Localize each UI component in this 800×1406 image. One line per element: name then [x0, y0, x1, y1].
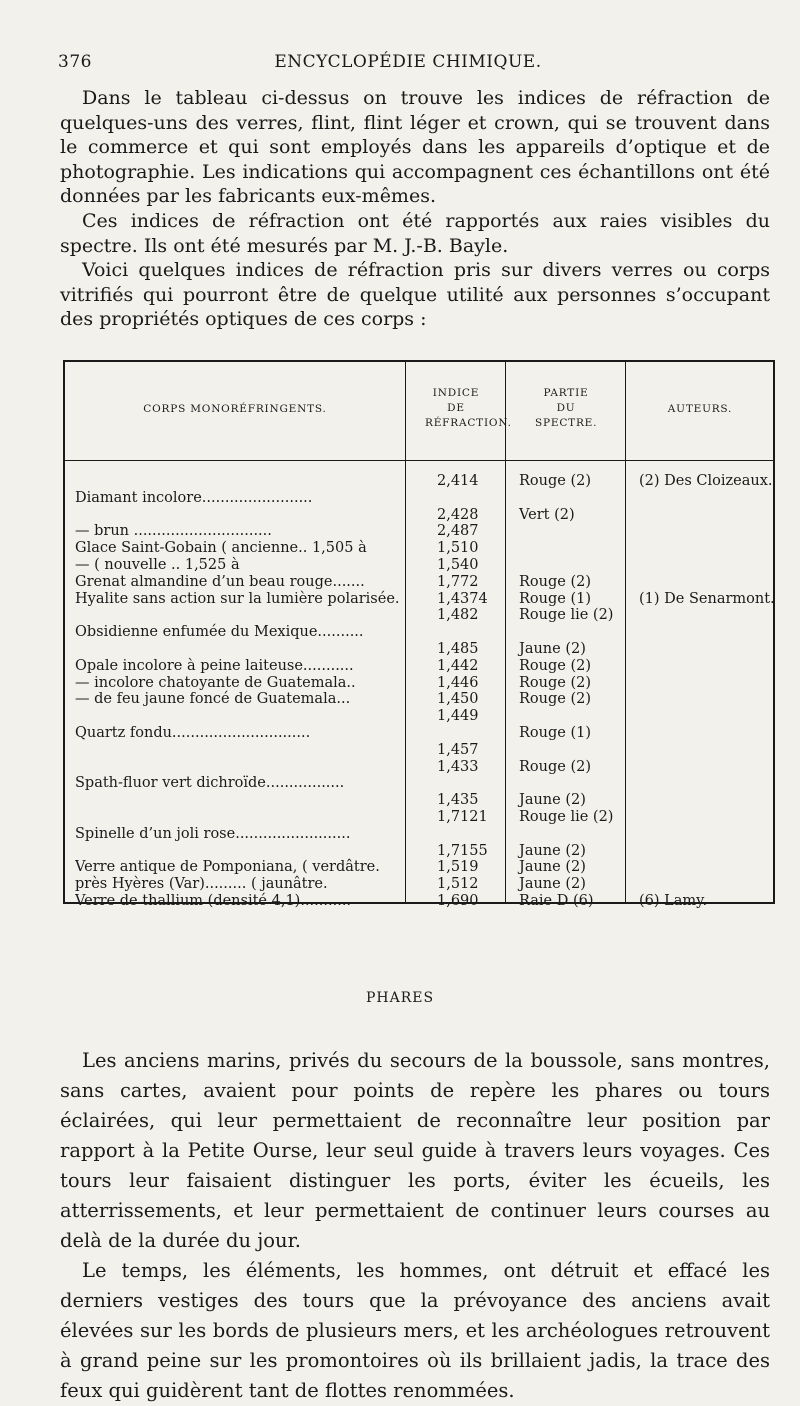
table-cell-indice: 1,512 — [437, 876, 479, 893]
header-divider — [65, 460, 773, 461]
header-partie: PARTIE DU SPECTRE. — [535, 387, 598, 429]
page-header — [58, 52, 758, 76]
table-cell-corps: — de feu jaune foncé de Guatemala... — [75, 691, 351, 708]
page-number: 376 — [58, 52, 92, 72]
table-cell-indice: 1,7121 — [437, 809, 488, 825]
table-cell-indice: 1,540 — [437, 557, 479, 573]
table-cell-partie: Rouge lie (2) — [519, 809, 614, 825]
table-cell-corps: — incolore chatoyante de Guatemala.. — [75, 674, 356, 691]
paragraph: Voici quelques indices de réfraction pris sur divers verres ou corps vitrifiés qui pourront être de quelque utilité aux personnes s’occupant des propriétés optiques de ces corps : — [60, 259, 770, 331]
table-cell-corps: — ( nouvelle .. 1,525 à — [75, 557, 240, 573]
table-cell-partie: Rouge (1) — [519, 590, 591, 607]
table-cell-indice: 1,435 — [437, 792, 479, 809]
table-row — [65, 892, 773, 911]
table-cell-partie: Rouge (2) — [519, 758, 591, 775]
table-cell-indice: 1,7155 — [437, 842, 488, 859]
table-cell-partie: Jaune (2) — [519, 641, 586, 657]
table-cell-indice: 1,450 — [437, 691, 479, 708]
table-cell-indice: 1,482 — [437, 607, 479, 624]
table-cell-corps: Verre de thallium (densité 4,1)........... — [75, 893, 352, 909]
table-cell-partie: Rouge (2) — [519, 691, 591, 708]
table-cell-auteur: (1) De Senarmont. — [639, 590, 775, 607]
table-cell-partie: Rouge (2) — [519, 573, 591, 590]
header-auteurs: AUTEURS. — [667, 403, 733, 415]
table-cell-indice: 2,428 — [437, 506, 479, 523]
table-cell-corps: Obsidienne enfumée du Mexique.......... — [75, 624, 364, 641]
table-cell-partie: Jaune (2) — [519, 792, 586, 809]
table-cell-indice: 1,433 — [437, 758, 479, 775]
table-cell-corps: Grenat almandine d’un beau rouge....... — [75, 573, 365, 590]
refraction-table — [63, 360, 775, 909]
table-cell-indice: 1,446 — [437, 674, 479, 691]
table-cell-indice: 1,442 — [437, 657, 479, 674]
table-cell-corps: Hyalite sans action sur la lumière polarisée. — [75, 590, 400, 607]
table-cell-partie: Rouge lie (2) — [519, 607, 614, 624]
table-cell-corps: Spath-fluor vert dichroïde................. — [75, 775, 345, 792]
table-cell-partie: Raie D (6) — [519, 893, 594, 909]
table-cell-corps: Quartz fondu.............................. — [75, 725, 311, 741]
table-cell-corps: près Hyères (Var)......... ( jaunâtre. — [75, 876, 328, 893]
paragraph: Ces indices de réfraction ont été rapportés aux raies visibles du spectre. Ils ont été mesurés par M. J.-B. Bayle. — [60, 209, 770, 257]
table-cell-partie: Jaune (2) — [519, 859, 586, 876]
table-cell-auteur: (6) Lamy. — [639, 893, 708, 909]
table-cell-corps: Opale incolore à peine laiteuse........... — [75, 657, 354, 674]
table-cell-indice: 1,519 — [437, 859, 479, 876]
table-cell-partie: Rouge (2) — [519, 473, 591, 489]
table-cell-indice: 1,690 — [437, 893, 479, 909]
phares-text — [60, 1046, 770, 1406]
intro-text — [60, 86, 770, 332]
table-cell-partie: Rouge (2) — [519, 674, 591, 691]
table-cell-partie: Vert (2) — [519, 506, 575, 523]
section-title: PHARES — [365, 990, 435, 1006]
table-cell-indice: 1,772 — [437, 573, 479, 590]
table-cell-indice: 1,457 — [437, 741, 479, 758]
table-cell-corps: Glace Saint-Gobain ( ancienne.. 1,505 à — [75, 540, 367, 557]
table-cell-indice: 1,485 — [437, 641, 479, 657]
running-title: ENCYCLOPÉDIE CHIMIQUE. — [274, 52, 542, 72]
table-cell-indice: 2,414 — [437, 473, 479, 489]
paragraph: Dans le tableau ci-dessus on trouve les indices de réfraction de quelques-uns des verres, flint, flint léger et crown, qui se trouvent dans le commerce et qui sont employés dans les appareils d’optique et de photographie. Les indications qui accompagnent ces échantillons ont été données par les fabricants eux-mêmes. — [60, 87, 770, 208]
table-cell-partie: Jaune (2) — [519, 842, 586, 859]
header-corps: CORPS MONORÉFRINGENTS. — [143, 403, 327, 415]
table-cell-auteur: (2) Des Cloizeaux. — [639, 473, 773, 489]
table-cell-indice: 1,4374 — [437, 590, 488, 607]
table-cell-indice: 1,449 — [437, 708, 479, 725]
table-cell-corps: — brun .............................. — [75, 523, 272, 540]
table-cell-corps: Diamant incolore........................ — [75, 489, 313, 506]
table-cell-indice: 2,487 — [437, 523, 479, 540]
table-cell-indice: 1,510 — [437, 540, 479, 557]
table-cell-corps: Spinelle d’un joli rose......................... — [75, 825, 351, 842]
header-indice: INDICE DE RÉFRACTION. — [425, 387, 512, 429]
table-cell-partie: Jaune (2) — [519, 876, 586, 893]
table-cell-partie: Rouge (1) — [519, 725, 591, 741]
table-cell-corps: Verre antique de Pomponiana, ( verdâtre. — [75, 859, 380, 876]
table-cell-partie: Rouge (2) — [519, 657, 591, 674]
paragraph: Les anciens marins, privés du secours de la boussole, sans montres, sans cartes, avaient pour points de repère les phares ou tours éclairées, qui leur permettaient de reconnaître leur position par rapport à la Petite Ourse, leur seul guide à travers leurs voyages. Ces tours leur faisaient distinguer les ports, éviter les écueils, les atterrissements, et leur permettaient de continuer leurs courses au delà de la durée du jour. — [60, 1049, 770, 1252]
paragraph: Le temps, les éléments, les hommes, ont détruit et effacé les derniers vestiges des tours que la prévoyance des anciens avait élevées sur les bords de plusieurs mers, et les archéologues retrouvent à grand peine sur les promontoires où ils brillaient jadis, la trace des feux qui guidèrent tant de flottes renommées. — [60, 1259, 770, 1402]
